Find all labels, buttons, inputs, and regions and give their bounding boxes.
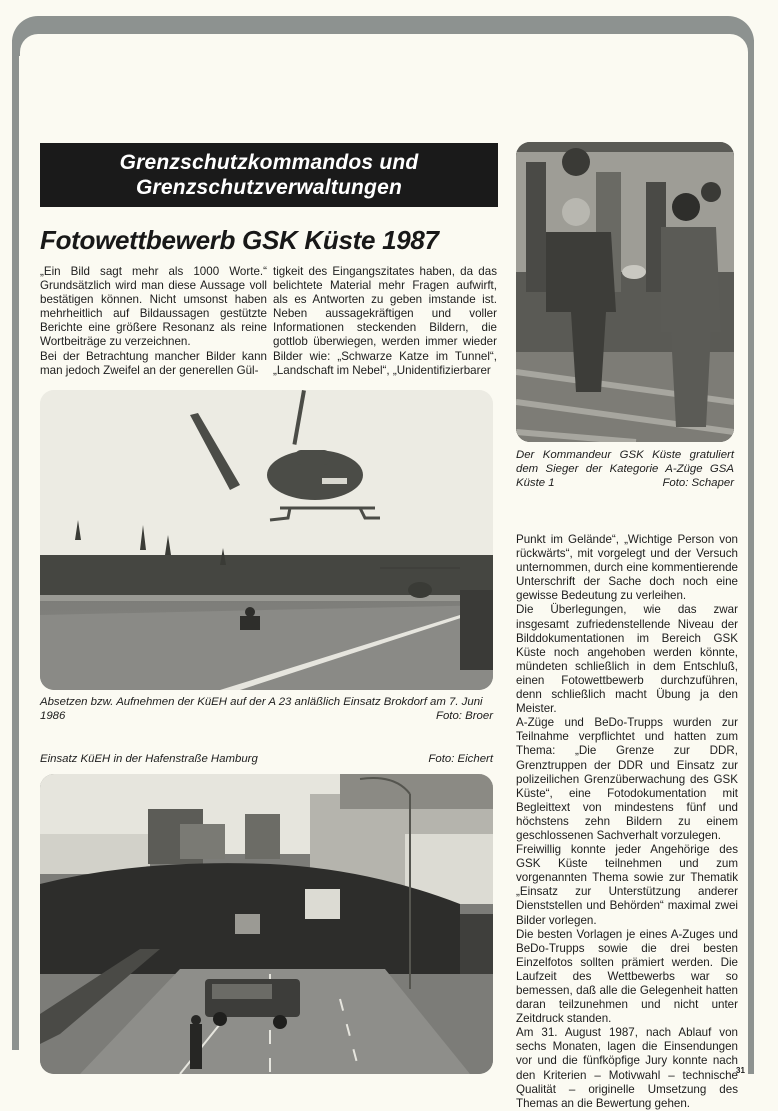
section-banner-line2: Grenzschutzverwaltungen [136,176,402,199]
article-column-3 [516,533,738,1111]
paragraph: Am 31. August 1987, nach Ablauf von sechs Monaten, lagen die Einsendungen vor und die fünfköpfige Jury konnte nach den Kriterien – Motivwahl – technische Qualität – originelle Umsetzung des Themas an die Bewertung gehen. [516,1026,738,1110]
article-column-1 [40,265,267,378]
page-frame-right [748,40,754,1074]
article-column-2 [273,265,497,378]
helicopter-photo-illustration [40,390,493,690]
crowd-photo [40,774,493,1074]
award-photo [516,142,734,442]
paragraph: Bei der Betrachtung mancher Bilder kann man jedoch Zweifel an der generellen Gül- [40,349,267,377]
paragraph: Punkt im Gelände“, „Wichtige Person von rückwärts“, mit vorgelegt und der Versuch unternommen, durch eine kommentierende Unterschrift der Sache doch noch eine gewisse Bedeutung zu verleihen. [516,533,738,603]
paragraph: A-Züge und BeDo-Trupps wurden zur Teilnahme verpflichtet und hatten zum Thema: „Die Grenze zur DDR, Grenztruppen der DDR und Einsatz zur polizeilichen Grenzüberwachung des GSK Küste“, eine Fotodokumentation mit Begleittext von mindestens fünf und höchstens zehn Bildern zu einem geschlossenen Sachverhalt vorzulegen. [516,716,738,842]
page-number: 31 [736,1066,745,1075]
section-banner [40,143,498,207]
photo-credit: Foto: Broer [436,710,493,722]
article-title: Fotowettbewerb GSK Küste 1987 [40,225,439,255]
award-photo-caption [516,448,734,490]
caption-text: Der Kommandeur GSK Küste gratuliert dem Sieger der Kategorie A-Züge GSA Küste 1 [516,449,734,489]
helicopter-photo-caption [40,695,493,723]
photo-credit: Foto: Schaper [662,477,734,489]
paragraph: tigkeit des Eingangszitates haben, da das belichtete Material mehr Fragen aufwirft, als es Antworten zu geben imstande ist. Neben aussagekräftigen und voller Informationen steckenden Bildern, die gottlob überwiegen, werden immer wieder Bilder wie: „Schwarze Katze im Tunnel“, „Landschaft im Nebel“, „Unidentifizierbarer [273,265,497,377]
caption-text: Einsatz KüEH in der Hafenstraße Hamburg [40,753,258,765]
paragraph: Freiwillig konnte jeder Angehörige des GSK Küste teilnehmen und zum vorgenannten Thema sowie zur Thematik „Einsatz zur Unterstützung anderer Dienststellen und Behörden“ maximal zwei Bilder vorlegen. [516,843,738,927]
photo-credit: Foto: Eichert [428,753,493,765]
page-frame-inner [20,34,748,74]
crowd-photo-caption [40,752,493,766]
paragraph: Die Überlegungen, wie das zwar insgesamt zufriedenstellende Niveau der Bilddokumentationen im Bereich GSK Küste noch angehoben werden könnte, mündeten schließlich in dem Entschluß, einen Fotowettbewerb durchzuführen, denn schließlich macht Übung ja den Meister. [516,603,738,716]
paragraph: Die besten Vorlagen je eines A-Zuges und BeDo-Trupps sowie die drei besten Einzelfotos sollten prämiert werden. Die Laufzeit des Wettbewerbs war so bemessen, daß alle die Gelegenheit hatten daran teilzunehmen und nicht unter Zeitdruck standen. [516,927,738,1026]
section-banner-line1: Grenzschutzkommandos und [119,151,419,174]
award-photo-illustration [516,142,734,442]
caption-text: Absetzen bzw. Aufnehmen der KüEH auf der A 23 anläßlich Einsatz Brokdorf am 7. Juni 1986 [40,696,483,722]
crowd-photo-illustration [40,774,493,1074]
helicopter-photo [40,390,493,690]
page-frame-left [12,40,19,1050]
paragraph: „Ein Bild sagt mehr als 1000 Worte.“ Grundsätzlich wird man diese Aussage voll bestätigen können. Nicht umsonst haben mehrheitlich auf Bildaussagen gestützte Berichte eine größere Resonanz als reine Wortbeiträge zu verzeichnen. [40,265,267,349]
